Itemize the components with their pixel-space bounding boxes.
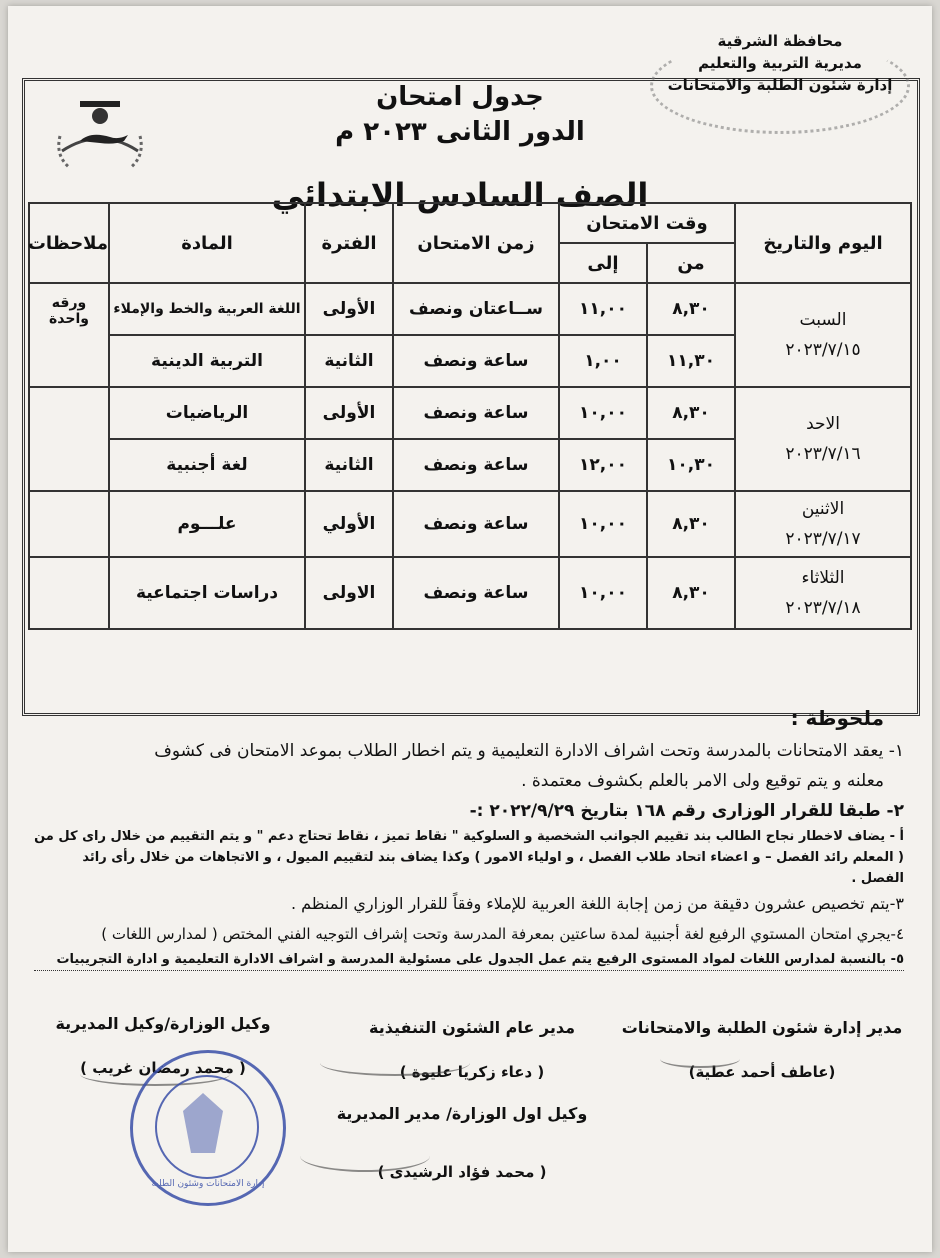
exam-round: الدور الثانى ٢٠٢٣ م (335, 117, 585, 147)
exam-schedule-table (28, 202, 912, 630)
to-cell: ١٢,٠٠ (559, 439, 647, 491)
period-cell: الأولى (305, 387, 393, 439)
signature-executive-director: مدير عام الشئون التنفيذية ( دعاء زكريا عليوة ) (368, 1018, 576, 1081)
duration-cell: ساعة ونصف (393, 335, 559, 387)
signature-mark (300, 1140, 430, 1172)
duration-cell: ســاعتان ونصف (393, 283, 559, 335)
day-cell: الاثنين ٢٠٢٣/٧/١٧ (735, 491, 911, 557)
period-cell: الاولى (305, 557, 393, 629)
to-cell: ١٠,٠٠ (559, 557, 647, 629)
note-4: ٤-يجري امتحان المستوي الرفيع لغة أجنبية لمدة ساعتين بمعرفة المدرسة وتحت إشراف التوجيه الفني المختص ( لمدارس اللغات ) (101, 925, 904, 943)
notes-section (34, 706, 904, 971)
official-stamp: إدارة الامتحانات وشئون الطلبة (130, 1050, 286, 1206)
to-cell: ١,٠٠ (559, 335, 647, 387)
header-duration: زمن الامتحان (393, 203, 559, 283)
governorate: محافظة الشرقية (717, 32, 843, 50)
note-2a: أ - يضاف لاخطار نجاح الطالب بند تقييم الجوانب الشخصية و السلوكية " نقاط تميز ، نقاط تحتاج دعم " و يتم التقييم من خلال راى كل من (34, 829, 904, 844)
day-cell: الثلاثاء ٢٠٢٣/٧/١٨ (735, 557, 911, 629)
duration-cell: ساعة ونصف (393, 439, 559, 491)
subject-cell: دراسات اجتماعية (109, 557, 305, 629)
header-notes: ملاحظات (29, 203, 109, 283)
header-subject: المادة (109, 203, 305, 283)
table-row (29, 557, 911, 629)
duration-cell: ساعة ونصف (393, 491, 559, 557)
signature-mark (320, 1050, 470, 1076)
department: إدارة شئون الطلبة والامتحانات (667, 76, 893, 94)
day-cell: الاحد ٢٠٢٣/٧/١٦ (735, 387, 911, 491)
document-title (260, 80, 660, 150)
period-cell: الثانية (305, 439, 393, 491)
title: جدول امتحان (376, 82, 544, 112)
note-2a-end: الفصل . (851, 871, 904, 886)
directorate: مديرية التربية والتعليم (698, 54, 862, 72)
subject-cell: التربية الدينية (109, 335, 305, 387)
note-5: ٥- بالنسبة لمدارس اللغات لمواد المستوى الرفيع يتم عمل الجدول على مسئولية المدرسة و اشراف الادارة التعليمية و ادارة التجريبيات (34, 949, 904, 971)
from-cell: ٨,٣٠ (647, 283, 735, 335)
duration-cell: ساعة ونصف (393, 557, 559, 629)
duration-cell: ساعة ونصف (393, 387, 559, 439)
table-row (29, 387, 911, 439)
note-1: ١- يعقد الامتحانات بالمدرسة وتحت اشراف الادارة التعليمية و يتم اخطار الطلاب بموعد الامتحان فى كشوف (154, 741, 904, 761)
signature-exams-director: مدير إدارة شئون الطلبة والامتحانات (عاطف أحمد عطية) (621, 1018, 903, 1081)
header-row (29, 203, 911, 243)
subject-cell: الرياضيات (109, 387, 305, 439)
notes-cell (29, 387, 109, 491)
to-cell: ١٠,٠٠ (559, 387, 647, 439)
day-cell: السبت ٢٠٢٣/٧/١٥ (735, 283, 911, 387)
subject-cell: اللغة العربية والخط والإملاء (109, 283, 305, 335)
signature-undersecretary: وكيل الوزارة/وكيل المديرية ( محمد رمضان غريب ) (55, 1014, 271, 1077)
period-cell: الأولي (305, 491, 393, 557)
from-cell: ٨,٣٠ (647, 491, 735, 557)
table-row (29, 283, 911, 335)
from-cell: ٨,٣٠ (647, 557, 735, 629)
to-cell: ١٠,٠٠ (559, 491, 647, 557)
note-2a-cont: ( المعلم رائد الفصل – و اعضاء اتحاد طلاب الفصل ، و اولياء الامور ) وكذا يضاف بند لتقييم الميول ، و الاتجاهات من خلال رأى رائد (82, 850, 904, 865)
wreath-icon (650, 38, 910, 134)
from-cell: ١١,٣٠ (647, 335, 735, 387)
notes-cell: ورقه واحدة (29, 283, 109, 387)
header-from: من (647, 243, 735, 283)
signature-mark (660, 1050, 740, 1068)
subject-cell: لغة أجنبية (109, 439, 305, 491)
header-to: إلى (559, 243, 647, 283)
grade-title: الصف السادس الابتدائي (271, 176, 649, 214)
issuer-header (660, 30, 900, 96)
header-exam-time: وقت الامتحان (559, 203, 735, 243)
header-day-date: اليوم والتاريخ (735, 203, 911, 283)
period-cell: الثانية (305, 335, 393, 387)
ministry-logo-icon (50, 96, 150, 176)
note-1-cont: معلنه و يتم توقيع ولى الامر بالعلم بكشوف معتمدة . (521, 771, 884, 791)
note-2: ٢- طبقا للقرار الوزارى رقم ١٦٨ بتاريخ ٢٠٢٢/٩/٢٩ :- (469, 801, 904, 821)
from-cell: ١٠,٣٠ (647, 439, 735, 491)
period-cell: الأولى (305, 283, 393, 335)
notes-cell (29, 557, 109, 629)
notes-cell (29, 491, 109, 557)
from-cell: ٨,٣٠ (647, 387, 735, 439)
to-cell: ١١,٠٠ (559, 283, 647, 335)
signature-directorate-head: وكيل اول الوزارة/ مدير المديرية ( محمد فؤاد الرشيدى ) (336, 1104, 588, 1181)
header-period: الفترة (305, 203, 393, 283)
notes-title: ملحوظة : (790, 706, 884, 730)
subject-cell: علـــوم (109, 491, 305, 557)
note-3: ٣-يتم تخصيص عشرون دقيقة من زمن إجابة اللغة العربية للإملاء وفقاً للقرار الوزاري المنظم . (290, 894, 904, 913)
table-row (29, 491, 911, 557)
